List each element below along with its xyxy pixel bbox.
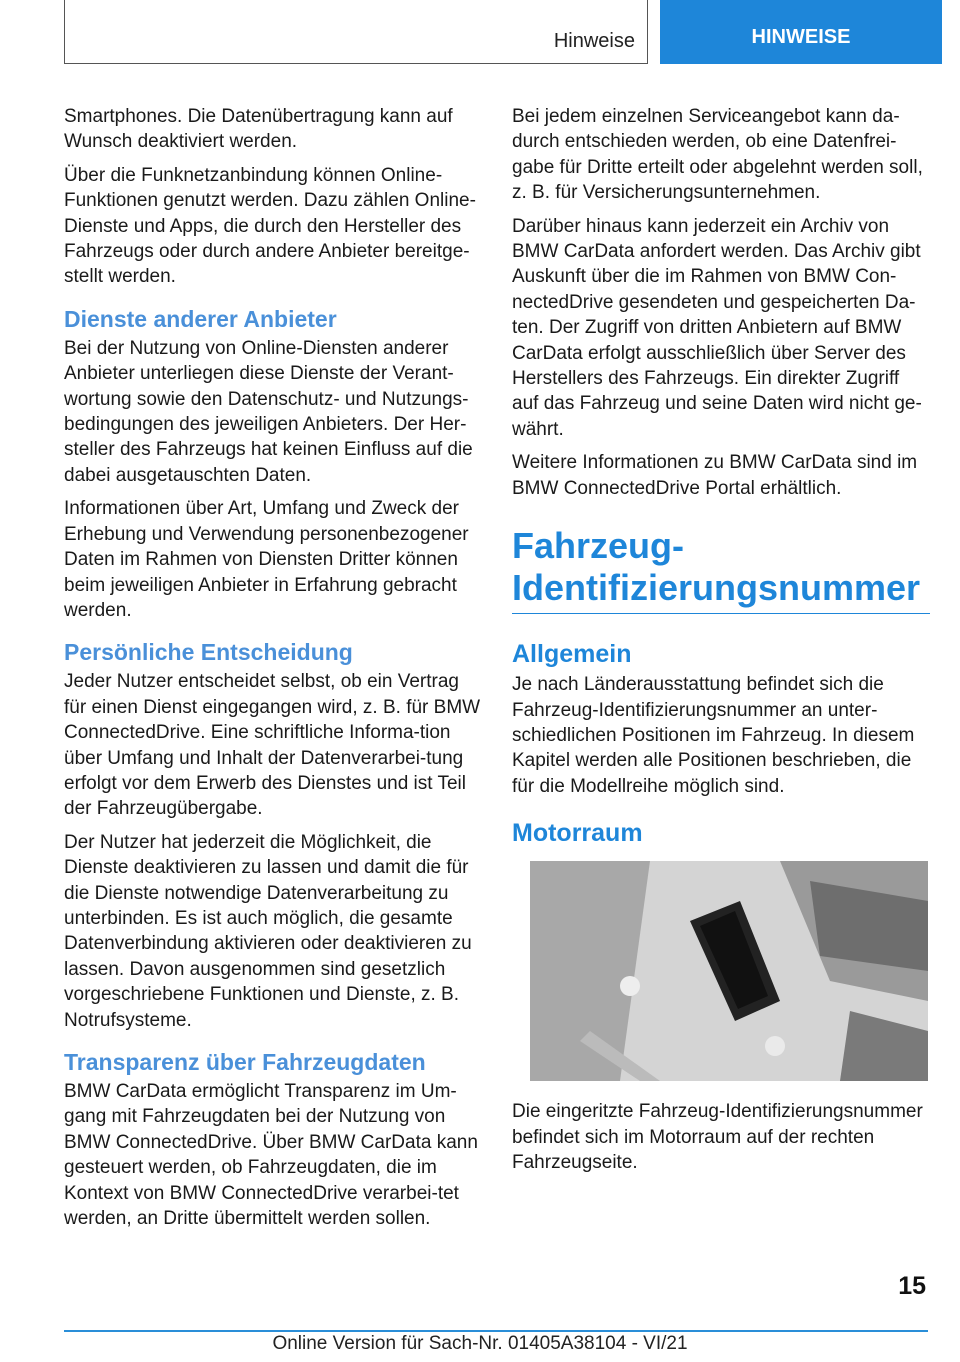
paragraph: Weitere Informationen zu BMW CarData sind im BMW ConnectedDrive Portal erhältlich. bbox=[512, 452, 918, 499]
paragraph: Über die Funknetzanbindung können Online-Funktionen genutzt werden. Dazu zählen Online-Dienste und Apps, die durch den Hersteller des Fahrzeugs oder durch andere Anbieter bereitge-stellt werden. bbox=[64, 164, 476, 288]
paragraph: Informationen über Art, Umfang und Zweck der Erhebung und Verwendung personenbezogener Daten im Rahmen von Diensten Dritter können beim jeweiligen Anbieter in Erfahrung gebracht werden. bbox=[64, 498, 469, 621]
engine-bay-illustration bbox=[530, 861, 928, 1081]
chapter-title-line-1: Fahrzeug- bbox=[512, 525, 685, 567]
paragraph: Bei der Nutzung von Online-Diensten anderer Anbieter unterliegen diese Dienste der Verant-wortung sowie den Datenschutz- und Nutzungs-bedingungen des jeweiligen Anbieters. Der Her-steller des Fahrzeugs hat keinen Einfluss auf die dabei ausgetauschten Daten. bbox=[64, 337, 473, 486]
paragraph: Die eingeritzte Fahrzeug-Identifizierungsnummer befindet sich im Motorraum auf der rechten Fahrzeugseite. bbox=[512, 1101, 923, 1173]
left-column bbox=[64, 104, 482, 1239]
header-section-tab: HINWEISE bbox=[660, 0, 942, 64]
paragraph: Je nach Länderausstattung befindet sich die Fahrzeug-Identifizierungsnummer an unter-schiedlichen Positionen im Fahrzeug. In diesem Kapitel werden alle Positionen beschrieben, die für die Modellreihe möglich sind. bbox=[512, 674, 915, 797]
footer-text: Online Version für Sach-Nr. 01405A38104 - VI/21 bbox=[272, 1333, 688, 1354]
heading-transparenz: Transparenz über Fahrzeugdaten bbox=[64, 1049, 426, 1075]
heading-dienste-anderer-anbieter: Dienste anderer Anbieter bbox=[64, 305, 337, 332]
header-frame bbox=[64, 0, 648, 64]
heading-allgemein: Allgemein bbox=[512, 640, 632, 669]
paragraph: Bei jedem einzelnen Serviceangebot kann da-durch entschieden werden, ob eine Datenfrei-gabe für Dritte erteilt oder abgelehnt werden soll, z. B. für Versicherungsunternehmen. bbox=[512, 106, 923, 204]
paragraph: Jeder Nutzer entscheidet selbst, ob ein Vertrag für einen Dienst eingegangen wird, z. B. für BMW ConnectedDrive. Eine schriftliche Informa-tion über Umfang und Inhalt der Datenverarbei-tung erfolgt vor dem Erwerb des Dienstes und ist Teil der Fahrzeugübergabe. bbox=[64, 671, 481, 820]
page-number: 15 bbox=[898, 1272, 926, 1300]
paragraph: Der Nutzer hat jederzeit die Möglichkeit, die Dienste deaktivieren zu lassen und damit die für die Dienste notwendige Datenverarbeitung zu unterbinden. Es ist auch möglich, die gesamte Datenverbindung aktivieren oder deaktivieren zu lassen. Davon ausgenommen sind gesetzlich vorgeschriebene Funktionen und Dienste, z. B. Notrufsysteme. bbox=[64, 831, 472, 1031]
heading-persoenliche-entscheidung: Persönliche Entscheidung bbox=[64, 639, 353, 666]
chapter-title-line-2: Identifizierungsnummer bbox=[512, 567, 921, 609]
chapter-title-wrapper bbox=[512, 525, 930, 614]
chapter-title bbox=[512, 525, 930, 614]
right-column bbox=[512, 104, 930, 1183]
footer-divider bbox=[64, 1330, 928, 1332]
paragraph: Smartphones. Die Datenübertragung kann auf Wunsch deaktiviert werden. bbox=[64, 106, 453, 153]
engine-bay-photo bbox=[530, 861, 928, 1081]
header-section-label: Hinweise bbox=[553, 30, 635, 52]
paragraph: BMW CarData ermöglicht Transparenz im Um-gang mit Fahrzeugdaten bei der Nutzung von BMW ConnectedDrive. Über BMW CarData kann gesteuert werden, ob Fahrzeugdaten, die im Kontext von BMW ConnectedDrive verarbei-tet werden, an Dritte übermittelt werden sollen. bbox=[64, 1081, 478, 1230]
paragraph: Darüber hinaus kann jederzeit ein Archiv von BMW CarData anfordert werden. Das Archiv gibt Auskunft über die im Rahmen von BMW Con-nectedDrive gesendeten und gespeicherten Da-ten. Der Zugriff von dritten Anbietern auf BMW CarData erfolgt ausschließlich über Server des Herstellers des Fahrzeugs. Ein direkter Zugriff auf das Fahrzeug und seine Daten wird nicht ge-währt. bbox=[512, 215, 922, 440]
heading-motorraum: Motorraum bbox=[512, 819, 643, 848]
